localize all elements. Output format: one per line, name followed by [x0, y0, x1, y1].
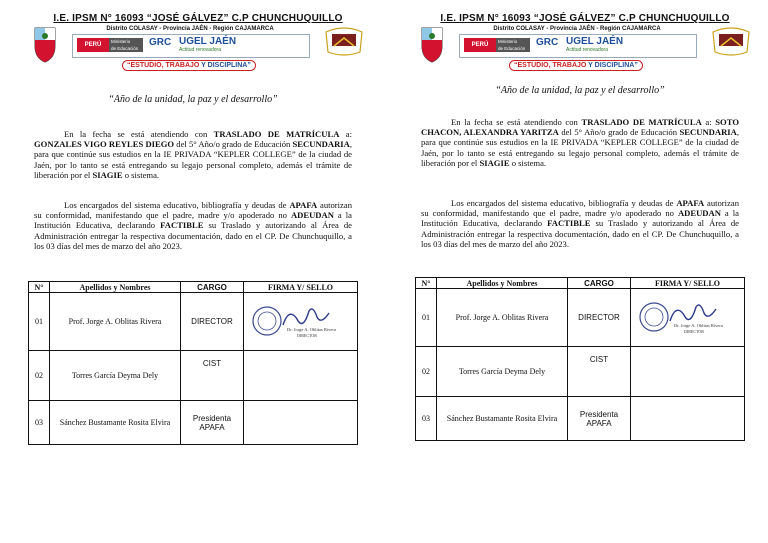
institution-logos: [459, 34, 697, 58]
ugel-tagline: Actitud renovadora: [566, 47, 608, 53]
signature-cell: [244, 293, 358, 351]
paragraph-transfer: En la fecha se está atendiendo con TRASLADO DE MATRÍCULA a: GONZALES VIGO REYLES DIEGO del 5° Año/o grado de Educación SECUNDARIA, para que continúe sus estudios en la IE PRIVADA “KEPLER COLLEGE” de la ciudad de Jaén, por lo tanto se está entregando su legajo personal completo, además el trámite de liberación por el SIAGIE o sistema.: [34, 129, 352, 180]
year-motto: “Año de la unidad, la paz y el desarrollo”: [108, 94, 278, 105]
school-title: I.E. IPSM N° 16093 “JOSÉ GÁLVEZ” C.P CHUNCHUQUILLO: [440, 13, 730, 24]
ugel-logo: UGEL JAÉN: [566, 36, 624, 47]
peru-logo: PERÚ: [464, 38, 496, 52]
svg-text:Dr. Jorge A. Oblitas Rivera: Dr. Jorge A. Oblitas Rivera: [287, 326, 336, 332]
peru-coat-of-arms-icon: [32, 24, 58, 64]
table-header-row: N° Apellidos y Nombres CARGO FIRMA Y/ SELLO: [416, 278, 745, 289]
paragraph-authorization: Los encargados del sistema educativo, bibliografía y deudas de APAFA autorizan su conformidad, manifestando que el padre, madre y/o apoderado no ADEUDAN a la Institución Educativa, declarando FACTIBLE su Traslado y autorizando al Área de Administración entregar la respectiva documentación, dado en el CP. De Chunchuquillo, a los 03 días del mes de marzo del año 2023.: [421, 198, 739, 249]
minedu-logo: Ministerio de Educación: [109, 38, 143, 52]
institution-logos: [72, 34, 310, 58]
table-row: 02 Torres García Deyma Dely CIST: [29, 351, 358, 401]
grc-logo: GRC: [149, 37, 172, 48]
signature-table: [415, 277, 745, 441]
document-right: [415, 0, 759, 543]
ugel-tagline: Actitud renovadora: [179, 47, 221, 53]
table-row: 01 Prof. Jorge A. Oblitas Rivera DIRECTOR Dr. Jorge A. Oblitas Rivera DIRECTOR: [29, 293, 358, 351]
district-line: Distrito COLASAY - Provincia JAÉN - Región CAJAMARCA: [493, 26, 661, 32]
signature-table: [28, 281, 358, 445]
peru-coat-of-arms-icon: [419, 24, 445, 64]
peru-logo: PERÚ: [77, 38, 109, 52]
school-title: I.E. IPSM N° 16093 “JOSÉ GÁLVEZ” C.P CHUNCHUQUILLO: [53, 13, 343, 24]
director-stamp-signature-icon: [634, 297, 726, 337]
document-left: [28, 0, 372, 543]
table-row: 03 Sánchez Bustamante Rosita Elvira Presidenta APAFA: [29, 401, 358, 445]
svg-text:DIRECTOR: DIRECTOR: [297, 332, 317, 338]
year-motto: “Año de la unidad, la paz y el desarrollo”: [495, 85, 665, 96]
school-crest-icon: [322, 24, 366, 58]
paragraph-transfer: En la fecha se está atendiendo con TRASLADO DE MATRÍCULA a: SOTO CHACON, ALEXANDRA YARITZA del 5° Año/o grado de Educación SECUNDARIA, para que continúe sus estudios en la IE PRIVADA “KEPLER COLLEGE” de la ciudad de Jaén, por lo tanto se está entregando su legajo personal completo, además el trámite de liberación por el SIAGIE o sistema.: [421, 117, 740, 168]
grc-logo: GRC: [536, 37, 559, 48]
motto: “ESTUDIO, TRABAJO Y DISCIPLINA”: [509, 60, 643, 71]
minedu-logo: Ministerio de Educación: [496, 38, 530, 52]
signature-cell: [631, 289, 745, 347]
table-row: 01 Prof. Jorge A. Oblitas Rivera DIRECTOR Dr. Jorge A. Oblitas Rivera DIRECTOR: [416, 289, 745, 347]
table-row: 02 Torres García Deyma Dely CIST: [416, 347, 745, 397]
table-row: 03 Sánchez Bustamante Rosita Elvira Presidenta APAFA: [416, 397, 745, 441]
svg-text:Dr. Jorge A. Oblitas Rivera: Dr. Jorge A. Oblitas Rivera: [674, 322, 723, 328]
district-line: Distrito COLASAY - Provincia JAÉN - Región CAJAMARCA: [106, 26, 274, 32]
table-header-row: N° Apellidos y Nombres CARGO FIRMA Y/ SELLO: [29, 282, 358, 293]
svg-text:DIRECTOR: DIRECTOR: [684, 328, 704, 334]
ugel-logo: UGEL JAÉN: [179, 36, 237, 47]
director-stamp-signature-icon: [247, 301, 339, 341]
school-crest-icon: [709, 24, 753, 58]
motto: “ESTUDIO, TRABAJO Y DISCIPLINA”: [122, 60, 256, 71]
paragraph-authorization: Los encargados del sistema educativo, bibliografía y deudas de APAFA autorizan su conformidad, manifestando que el padre, madre y/o apoderado no ADEUDAN a la Institución Educativa, declarando FACTIBLE su Traslado y autorizando al Área de Administración entregar la respectiva documentación, dado en el CP. De Chunchuquillo, a los 03 días del mes de marzo del año 2023.: [34, 200, 352, 251]
